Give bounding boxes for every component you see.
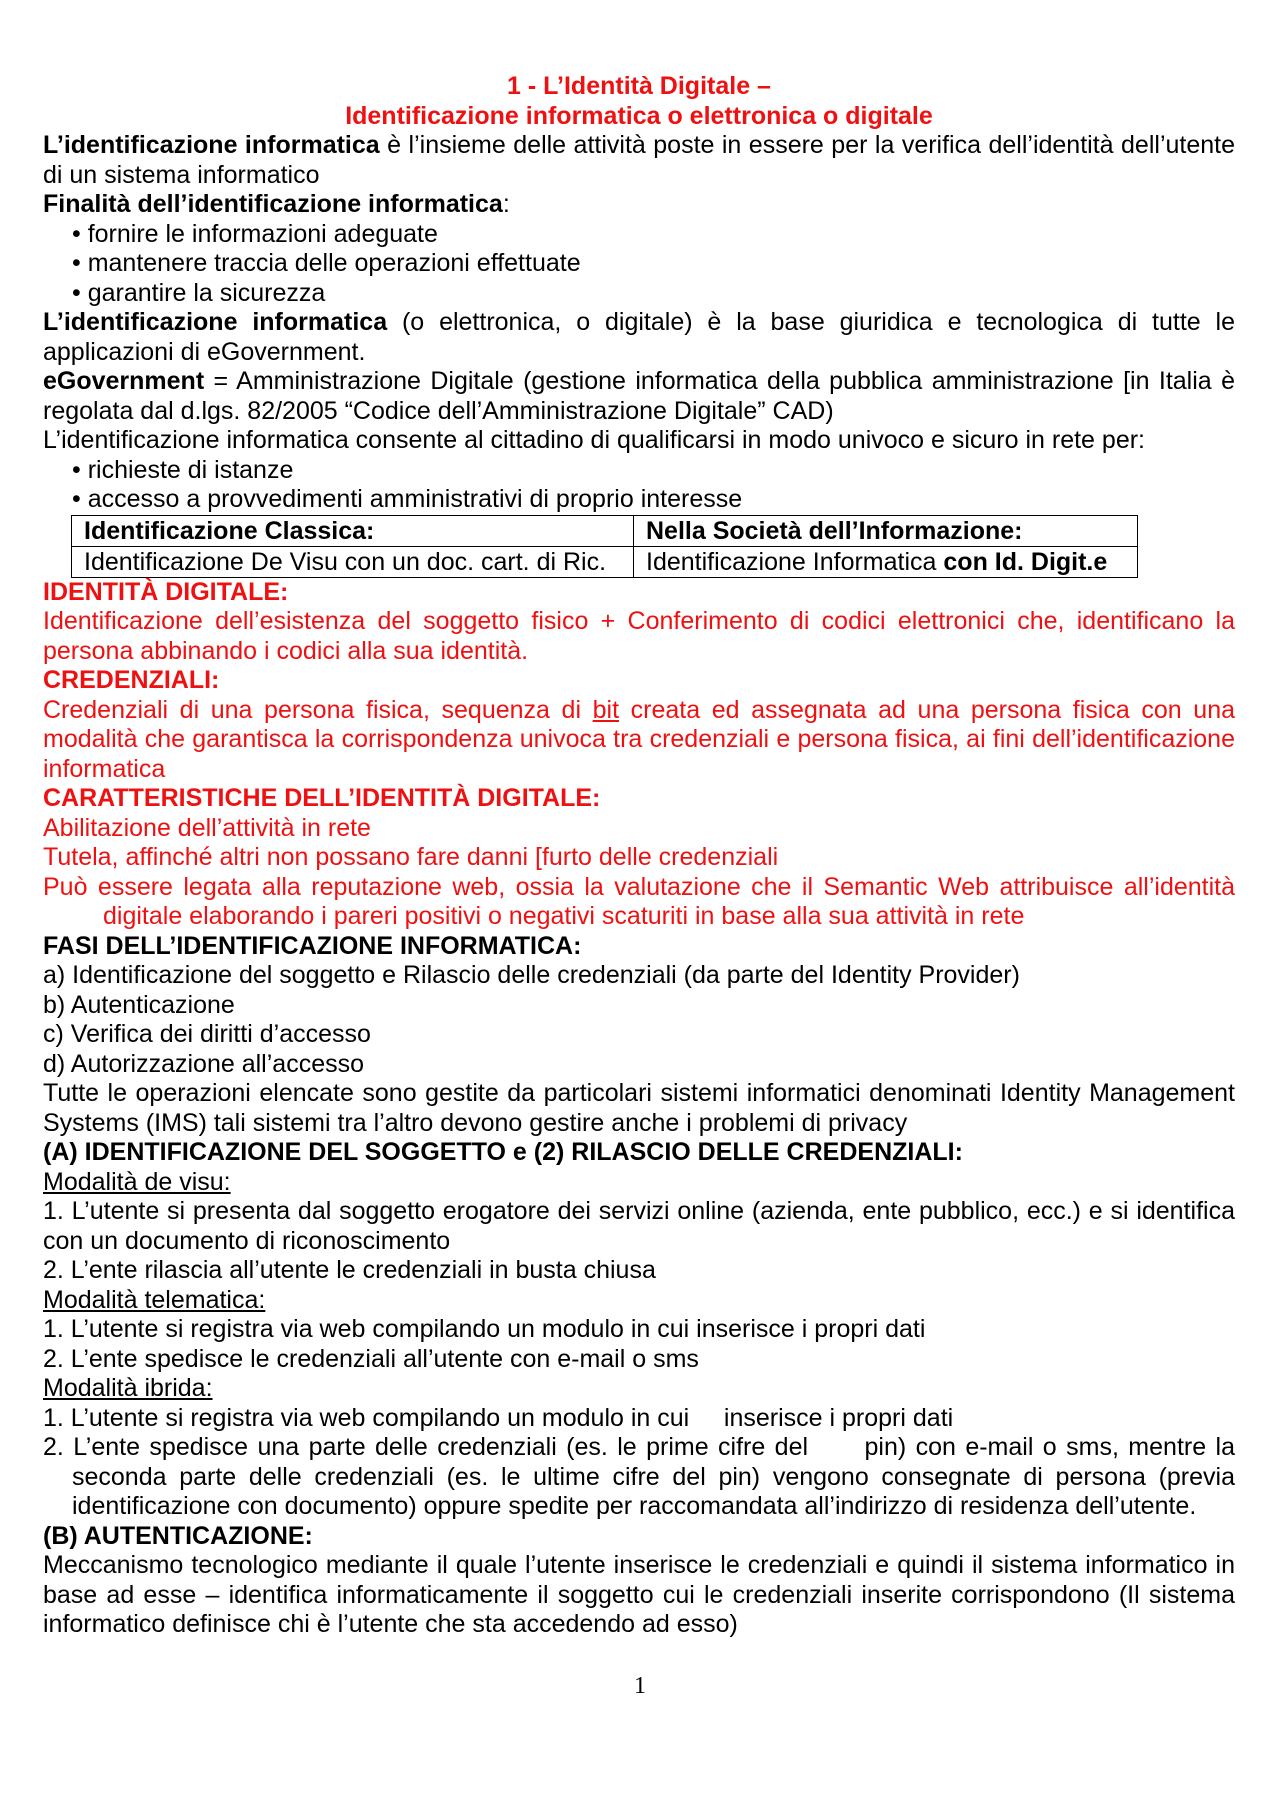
fasi-heading: FASI DELL’IDENTIFICAZIONE INFORMATICA: (43, 931, 582, 960)
page-number: 1 (634, 1673, 646, 1699)
consente-paragraph: L’identificazione informatica consente al cittadino di qualificarsi in modo univoco e sicuro in rete per: (43, 426, 1145, 454)
finalita-item: • garantire la sicurezza (72, 278, 326, 307)
intro-paragraph (43, 131, 1235, 190)
egov-paragraph: eGovernment = Amministrazione Digitale (gestione informatica della pubblica amministrazione [in Italia è regolata dal d.lgs. 82/2005 “Codice dell’Amministrazione Digitale” CAD) (43, 367, 1235, 425)
finalita-heading: Finalità dell’identificazione informatica: (43, 190, 510, 218)
finalita-item: • fornire le informazioni adeguate (72, 219, 438, 248)
ibrida-item: 2. L’ente spedisce una parte delle credenziali (es. le prime cifre del pin) con e-mail o sms, mentre la seconda parte delle credenziali (es. le ultime cifre del pin) vengono consegnate di persona (previa identificazione con documento) oppure spedite per raccomandata all’indirizzo di residenza dell’utente. (43, 1433, 1242, 1520)
ibrida-title: Modalità ibrida: (43, 1374, 213, 1402)
caratteristiche-item: Abilitazione dell’attività in rete (43, 813, 371, 842)
identita-heading: IDENTITÀ DIGITALE: (43, 577, 289, 606)
table-row (72, 546, 1138, 577)
intro-definition: è l’insieme delle attività poste in essere per la verifica dell’identità dell’utente di un sistema informatico (43, 131, 1236, 189)
telematica-item: 1. L’utente si registra via web compilando un modulo in cui inserisce i propri dati (43, 1315, 926, 1343)
credenziali-heading: CREDENZIALI: (43, 666, 220, 694)
telematica-item: 2. L’ente spedisce le credenziali all’utente con e-mail o sms (43, 1344, 699, 1373)
caratteristiche-heading: CARATTERISTICHE DELL’IDENTITÀ DIGITALE: (43, 784, 601, 812)
telematica-title: Modalità telematica: (43, 1285, 266, 1314)
base-paragraph: L’identificazione informatica (o elettronica, o digitale) è la base giuridica e tecnologica di tutte le applicazioni di eGovernment. (43, 308, 1235, 366)
devisu-item: 1. L’utente si presenta dal soggetto erogatore dei servizi online (azienda, ente pubblico, ecc.) e si identifica con un documento di riconoscimento (43, 1197, 1235, 1255)
bit-link[interactable]: bit (592, 695, 620, 724)
section-b-heading: (B) AUTENTICAZIONE: (43, 1521, 313, 1550)
fasi-note: Tutte le operazioni elencate sono gestite da particolari sistemi informatici denominati Identity Management Systems (IMS) tali sistemi tra l’altro devono gestire anche i problemi di privacy (43, 1079, 1235, 1137)
fasi-item: c) Verifica dei diritti d’accesso (43, 1020, 371, 1048)
comparison-table (71, 515, 1138, 578)
finalita-item: • mantenere traccia delle operazioni effettuate (72, 249, 581, 277)
title-line-2: Identificazione informatica o elettronica o digitale (345, 101, 933, 130)
identita-text: Identificazione dell’esistenza del soggetto fisico + Conferimento di codici elettronici che, identificano la persona abbinando i codici alla sua identità. (43, 607, 1235, 665)
intro-term: L’identificazione informatica (43, 131, 380, 159)
table-cell-devisu: Identificazione De Visu con un doc. cart. di Ric. (72, 546, 634, 577)
document-page (43, 72, 1242, 1640)
table-header-row (72, 515, 1138, 546)
consente-item: • richieste di istanze (72, 455, 294, 484)
credenziali-text: Credenziali di una persona fisica, sequenza di bit creata ed assegnata ad una persona fisica con una modalità che garantisca la corrispondenza univoca tra credenziali e persona fisica, ai fini dell’identificazione informatica (43, 695, 1236, 783)
section-b-text: Meccanismo tecnologico mediante il quale l’utente inserisce le credenziali e quindi il sistema informatico in base ad esse – identifica informaticamente il soggetto cui le credenziali inserite corrispondono (Il sistema informatico definisce chi è l’utente che sta accedendo ad esso) (43, 1551, 1235, 1638)
title-line-1: 1 - L’Identità Digitale – (507, 72, 771, 100)
devisu-item: 2. L’ente rilascia all’utente le credenziali in busta chiusa (43, 1256, 656, 1284)
table-header-classica: Identificazione Classica: (72, 515, 634, 546)
fasi-item: d) Autorizzazione all’accesso (43, 1049, 364, 1078)
table-header-societa: Nella Società dell’Informazione: (634, 515, 1138, 546)
caratteristiche-item: Può essere legata alla reputazione web, ossia la valutazione che il Semantic Web attribuisce all’identità digitale elaborando i pareri positivi o negativi scaturiti in base alla sua attività in rete (43, 872, 1235, 930)
ibrida-item: 1. L’utente si registra via web compilando un modulo in cui inserisce i propri dati (43, 1403, 954, 1432)
caratteristiche-item: Tutela, affinché altri non possano fare danni [furto delle credenziali (43, 843, 779, 871)
devisu-title: Modalità de visu: (43, 1167, 231, 1196)
section-a-heading: (A) IDENTIFICAZIONE DEL SOGGETTO e (2) RILASCIO DELLE CREDENZIALI: (43, 1138, 963, 1166)
fasi-item: a) Identificazione del soggetto e Rilascio delle credenziali (da parte del Identity Provider) (43, 961, 1020, 989)
consente-item: • accesso a provvedimenti amministrativi di proprio interesse (72, 485, 743, 513)
table-cell-informatica: Identificazione Informatica con Id. Digit.e (634, 546, 1138, 577)
fasi-item: b) Autenticazione (43, 990, 235, 1019)
